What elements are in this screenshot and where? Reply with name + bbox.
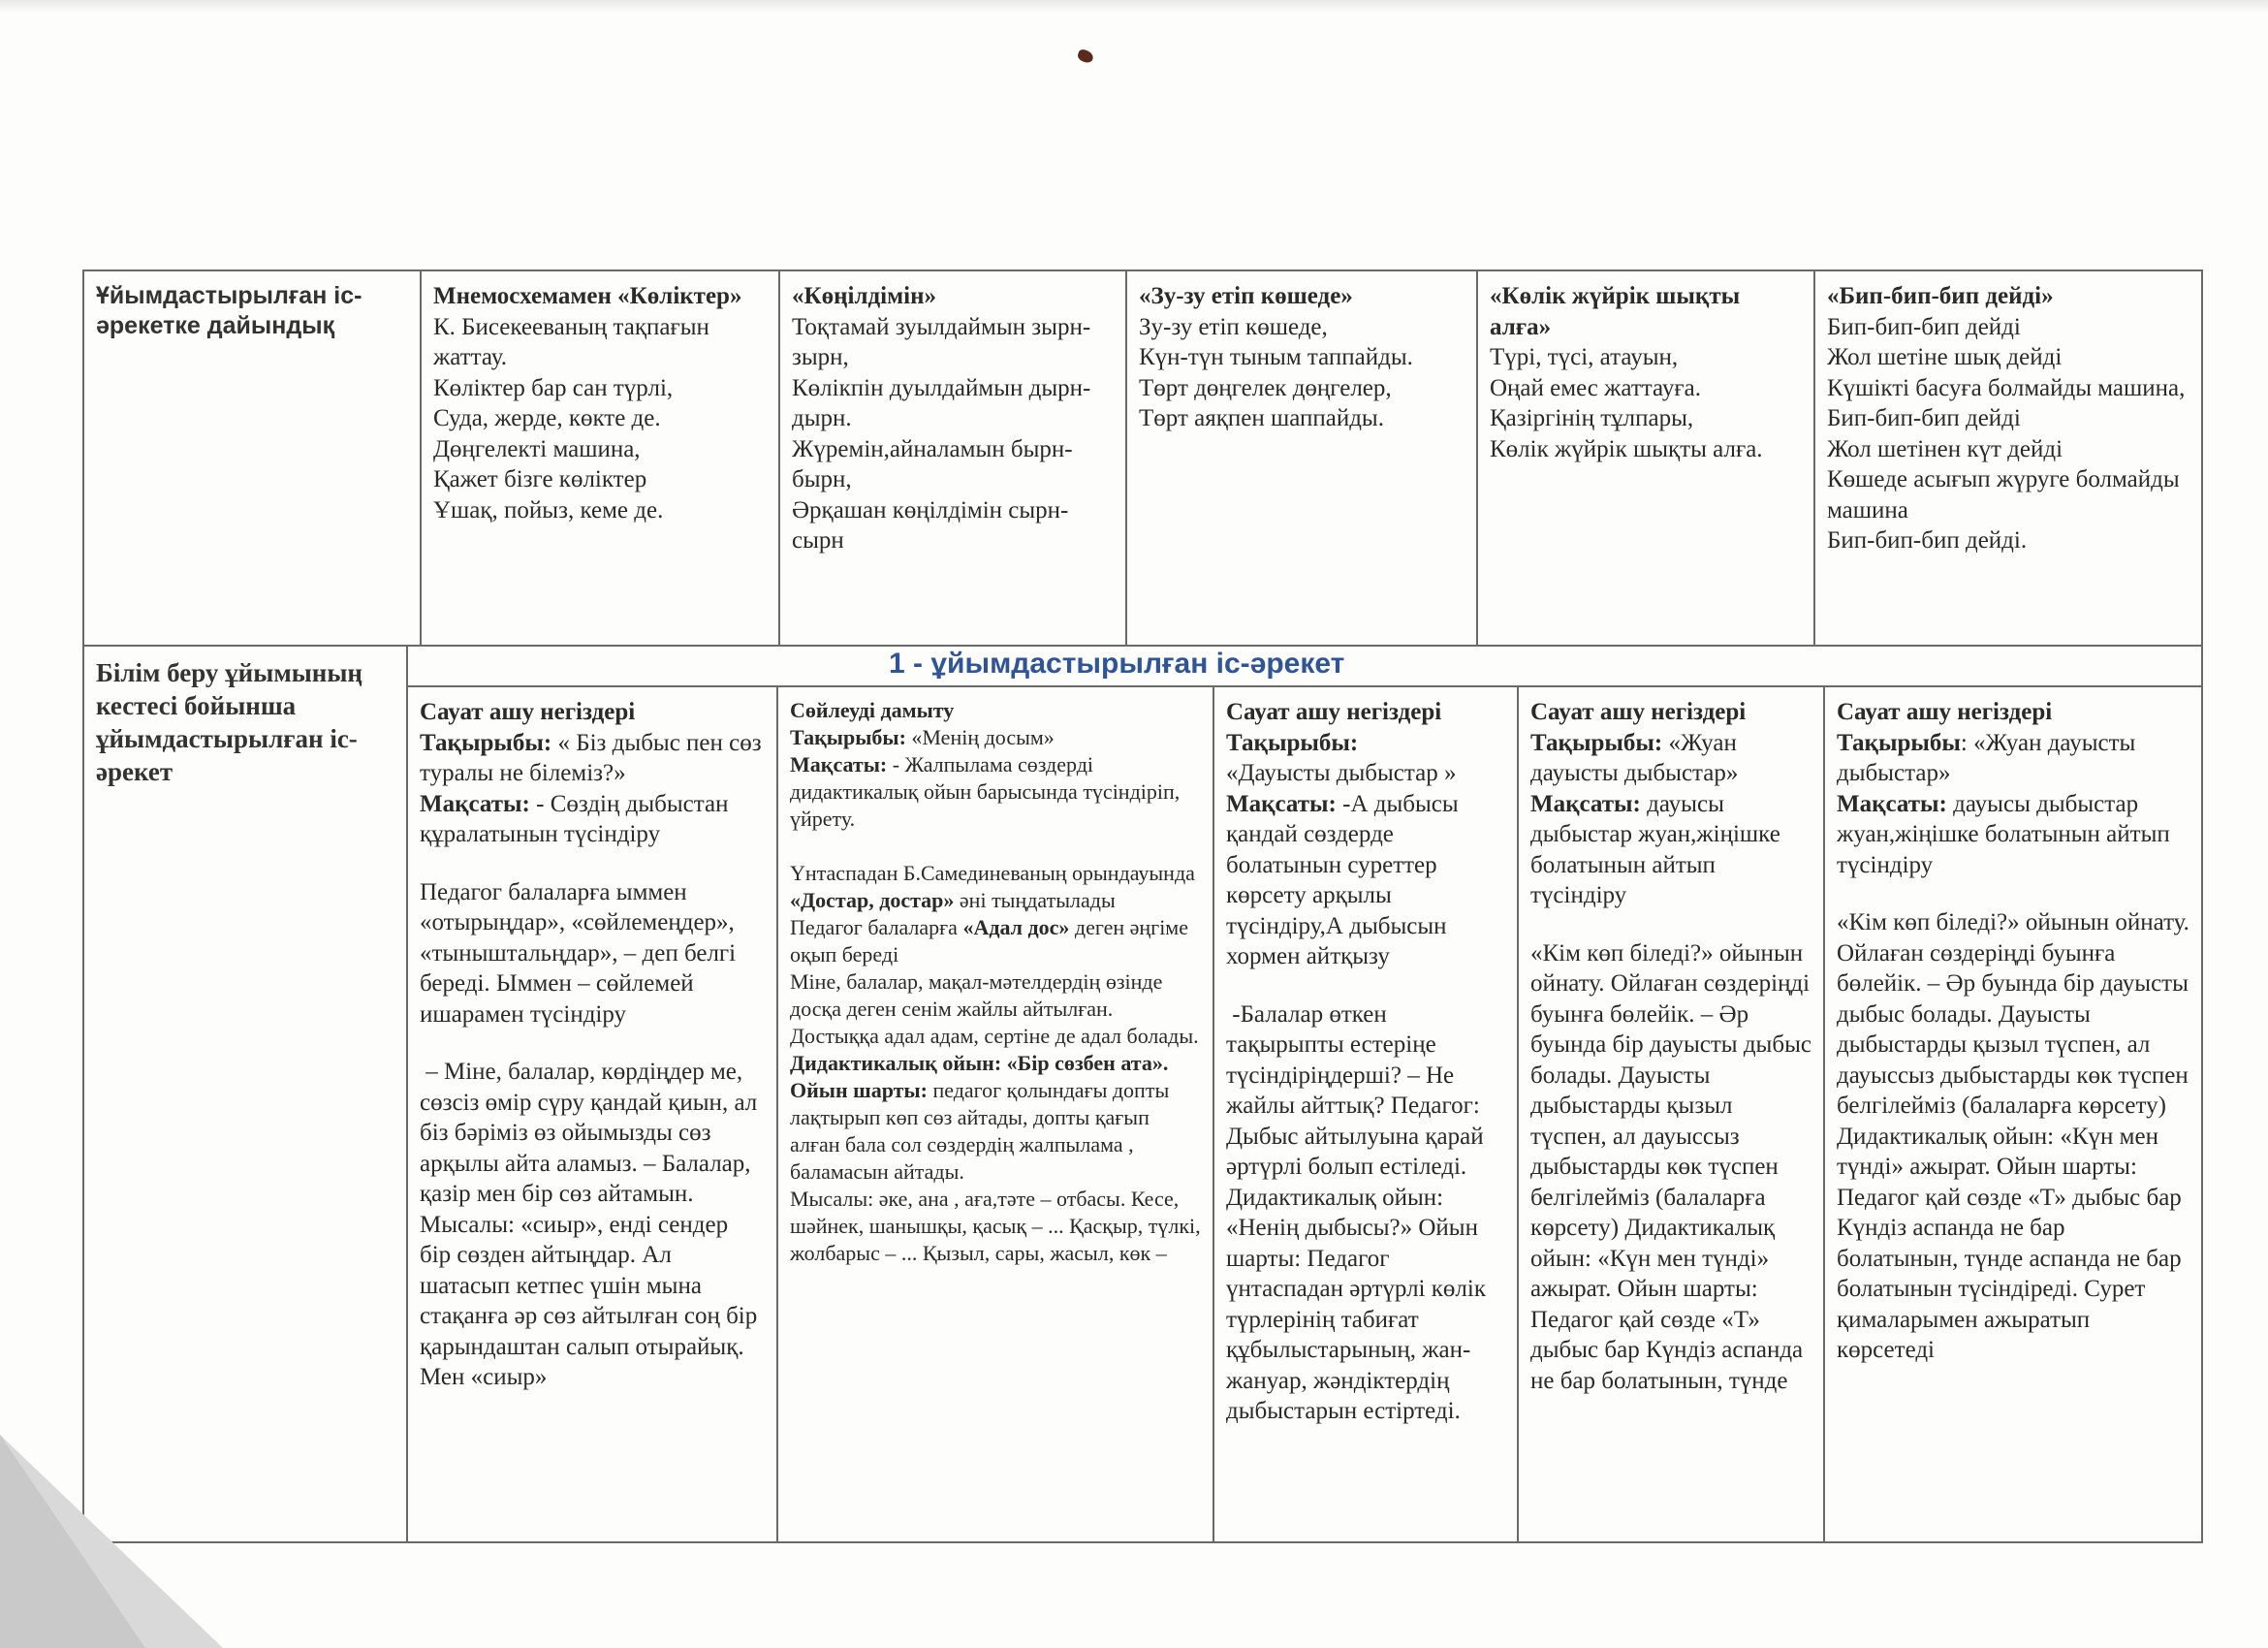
- proverb-text: Міне, балалар, мақал-мәтелдердің өзінде досқа деген сенім жайлы айтылған. Достыққа адал адам, сертіне де адал болады.: [790, 969, 1199, 1048]
- story-text: деген әңгіме оқып береді: [790, 915, 1194, 967]
- poem-line: Түрі, түсі, атауын,: [1490, 344, 1679, 370]
- goal-text: - Жалпылама сөздерді дидактикалық ойын барысында түсіндіріп, үйрету.: [790, 752, 1185, 831]
- poem-title: «Зу-зу етіп көшеде»: [1139, 283, 1353, 309]
- poem-cell-5: [1815, 271, 2201, 647]
- topic-text: : «Жуан дауысты дыбыстар»: [1837, 729, 2142, 786]
- rules-text: педагог қолындағы допты лақтырып көп сөз айтады, допты қағып алған бала сол сөздердің жалпылама , баламасын айтады.: [790, 1078, 1175, 1184]
- topic-label: Тақырыбы:: [420, 729, 552, 756]
- examples-text: Мысалы: әке, ана , аға,тәте – отбасы. Кесе, шәйнек, шанышқы, қасық – ... Қасқыр, түлкі, жолбарыс – ... Қызыл, сары, жасыл, көк –: [790, 1187, 1207, 1265]
- rules-label: Ойын шарты:: [790, 1078, 928, 1102]
- poem-line: Ұшақ, пойыз, кеме де.: [433, 496, 664, 523]
- activity-banner-title: 1 - ұйымдастырылған іс-әрекет: [889, 648, 1345, 680]
- poem-line: Жол шетінен күт дейді: [1827, 435, 2063, 462]
- goal-label: Мақсаты:: [1837, 790, 1947, 817]
- poem-title: Мнемосхемамен «Көліктер»: [433, 283, 742, 309]
- goal-text: -А дыбысы қандай сөздерде болатынын суреттер көрсету арқылы түсіндіру,А дыбысын хормен айтқызу: [1226, 790, 1465, 969]
- poem-cell-4: [1478, 271, 1815, 647]
- paper-speck: [1076, 48, 1094, 65]
- poem-cell-2: [780, 271, 1127, 647]
- lesson-body: Педагог балаларға ыммен «отырыңдар», «сөйлемеңдер», «тыныштальңдар», – деп белгі береді. Ыммен – сөйлемей ишарамен түсіндіру: [420, 878, 742, 1028]
- poem-line: К. Бисекееваның тақпағын жаттау.: [433, 313, 716, 370]
- poem-line: Көлік жүйрік шықты алға.: [1490, 435, 1763, 462]
- poem-line: Бип-бип-бип дейді.: [1827, 527, 2028, 554]
- topic-label: Тақырыбы:: [790, 725, 906, 749]
- row-header-text: Ұйымдастырылған іс-әрекетке дайындық: [96, 282, 362, 339]
- lesson-subject: Сауат ашу негіздері: [420, 699, 636, 725]
- poem-line: Оңай емес жаттауға.: [1490, 374, 1701, 401]
- lesson-plan-table: [82, 269, 2203, 1543]
- lesson-subject: Сауат ашу негіздері: [1837, 699, 2053, 725]
- scan-edge: [0, 0, 2268, 14]
- poem-line: Жол шетіне шық дейді: [1827, 344, 2063, 370]
- lesson-subject: Сөйлеуді дамыту: [790, 698, 955, 722]
- topic-label: Тақырыбы:: [1530, 729, 1663, 756]
- poem-line: Суда, жерде, көкте де.: [433, 405, 661, 431]
- poem-line: Тоқтамай зуылдаймын зырн-зырн,: [792, 313, 1091, 370]
- story-text: Педагог балаларға: [790, 915, 963, 939]
- poem-line: Зу-зу етіп көшеде,: [1139, 313, 1328, 340]
- lesson-subject: Сауат ашу негіздері: [1530, 699, 1747, 725]
- story-title: «Адал дос»: [962, 915, 1070, 939]
- topic-text: « Біз дыбыс пен сөз туралы не білеміз?»: [420, 729, 768, 786]
- lesson-cell-2: [778, 687, 1214, 1543]
- poem-line: Әрқашан көңілдімін сырн-сырн: [792, 496, 1069, 554]
- goal-text: дауысы дыбыстар жуан,жіңішке болатынын айтып түсіндіру: [1530, 790, 1787, 908]
- poem-line: Бип-бип-бип дейді: [1827, 313, 2021, 340]
- goal-label: Мақсаты:: [420, 790, 530, 817]
- goal-label: Мақсаты:: [1226, 790, 1337, 817]
- poem-line: Көшеде асығып жүруге болмайды машина: [1827, 466, 2186, 523]
- topic-label: Тақырыбы: [1837, 729, 1961, 756]
- poem-line: Бип-бип-бип дейді: [1827, 405, 2021, 431]
- row-header-schedule: [84, 647, 408, 1543]
- poem-line: Көліктер бар сан түрлі,: [433, 374, 674, 401]
- poem-title: «Бип-бип-бип дейді»: [1827, 283, 2054, 309]
- row-header-text: Білім беру ұйымының кестесі бойынша ұйымдастырылған іс-әрекет: [96, 658, 362, 786]
- goal-label: Мақсаты:: [790, 752, 888, 776]
- poem-line: Күн-түн тыным таппайды.: [1139, 344, 1413, 370]
- goal-text: - Сөздің дыбыстан құралатынын түсіндіру: [420, 790, 735, 847]
- lesson-cell-4: [1519, 687, 1825, 1543]
- lesson-body: – Міне, балалар, көрдіңдер ме, сөзсіз өмір сүру қандай қиын, ал біз бәріміз өз ойымызды сөз арқылы айта аламыз. – Балалар, қазір мен бір сөз айтамын. Мысалы: «сиыр», енді сендер бір сөзден айтыңдар. Ал шатасып кетпес үшін мына стақанға әр сөз айтылған соң бір қарындаштан салып отырайық. Мен «сиыр»: [420, 1059, 764, 1390]
- poem-line: Төрт дөңгелек дөңгелер,: [1139, 374, 1392, 401]
- poem-title: «Көңілдімін»: [792, 283, 936, 309]
- topic-text: «Дауысты дыбыстар »: [1226, 760, 1457, 786]
- lesson-cell-5: [1825, 687, 2201, 1543]
- poem-line: Қажет бізге көліктер: [433, 466, 647, 492]
- lesson-subject: Сауат ашу негіздері: [1226, 699, 1442, 725]
- poem-line: Дөңгелекті машина,: [433, 435, 641, 462]
- lesson-body: -Балалар өткен тақырыпты естеріңе түсіндіріңдерші? – Не жайлы айттық? Педагог: Дыбыс айтылуына қарай әртүрлі болып естіледі. Дидактикалық ойын: «Ненің дыбысы?» Ойын шарты: Педагог үнтаспадан әртүрлі көлік түрлерінің табиғат құбылыстарының, жан-жануар, жәндіктердің дыбыстарын естіртеді.: [1226, 1000, 1493, 1424]
- poem-title: «Көлік жүйрік шықты алға»: [1490, 283, 1747, 340]
- goal-text: дауысы дыбыстар жуан,жіңішке болатынын айтып түсіндіру: [1837, 790, 2176, 878]
- lesson-body: «Кім көп біледі?» ойынын ойнату. Ойлаған сөздеріңді буынға бөлейік. – Әр буында бір дауысты дыбыс болады. Дауысты дыбыстарды қызыл түспен, ал дауыссыз дыбыстарды көк түспен белгілейміз (балаларға көрсету) Дидактикалық ойын: «Күн мен түнді» ажырат. Ойын шарты: Педагог қай сөзде «Т» дыбыс бар Күндіз аспанда не бар болатынын, түнде аспанда не бар болатынын түсіндіреді. Сурет қималарымен ажыратып көрсетеді: [1837, 909, 2196, 1363]
- poem-cell-3: [1127, 271, 1478, 647]
- topic-text: «Жуан дауысты дыбыстар»: [1530, 729, 1744, 786]
- folded-corner-shadow: [0, 1435, 145, 1648]
- lesson-cell-1: [408, 687, 778, 1543]
- poem-line: Қазіргінің тұлпары,: [1490, 405, 1694, 431]
- song-title: «Достар, достар»: [790, 888, 955, 912]
- topic-label: Тақырыбы:: [1226, 729, 1359, 756]
- goal-label: Мақсаты:: [1530, 790, 1641, 817]
- poem-line: Төрт аяқпен шаппайды.: [1139, 405, 1384, 431]
- topic-text: «Менің досым»: [911, 725, 1055, 749]
- song-text: Үнтаспадан Б.Самединеваның орындауында: [790, 861, 1201, 885]
- poem-line: Көлікпін дуылдаймын дырн-дырн.: [792, 374, 1091, 431]
- lesson-cell-3: [1214, 687, 1519, 1543]
- poem-line: Жүремін,айналамын бырн-бырн,: [792, 435, 1073, 492]
- song-text: әні тыңдатылады: [954, 888, 1116, 912]
- lesson-body: «Кім көп біледі?» ойынын ойнату. Ойлаған сөздеріңді буынға бөлейік. – Әр буында бір дауысты дыбыс болады. Дауысты дыбыстарды қызыл түспен, ал дауыссыз дыбыстарды көк түспен белгілейміз (балаларға көрсету) Дидактикалық ойын: «Күн мен түнді» ажырат. Ойын шарты: Педагог қай сөзде «Т» дыбыс бар Күндіз аспанда не бар болатынын, түнде: [1530, 939, 1818, 1394]
- game-label: Дидактикалық ойын: «Бір сөзбен ата».: [790, 1051, 1169, 1075]
- poem-cell-1: [422, 271, 780, 647]
- poem-line: Күшікті басуға болмайды машина,: [1827, 374, 2186, 401]
- row-header-preparation: [84, 271, 422, 647]
